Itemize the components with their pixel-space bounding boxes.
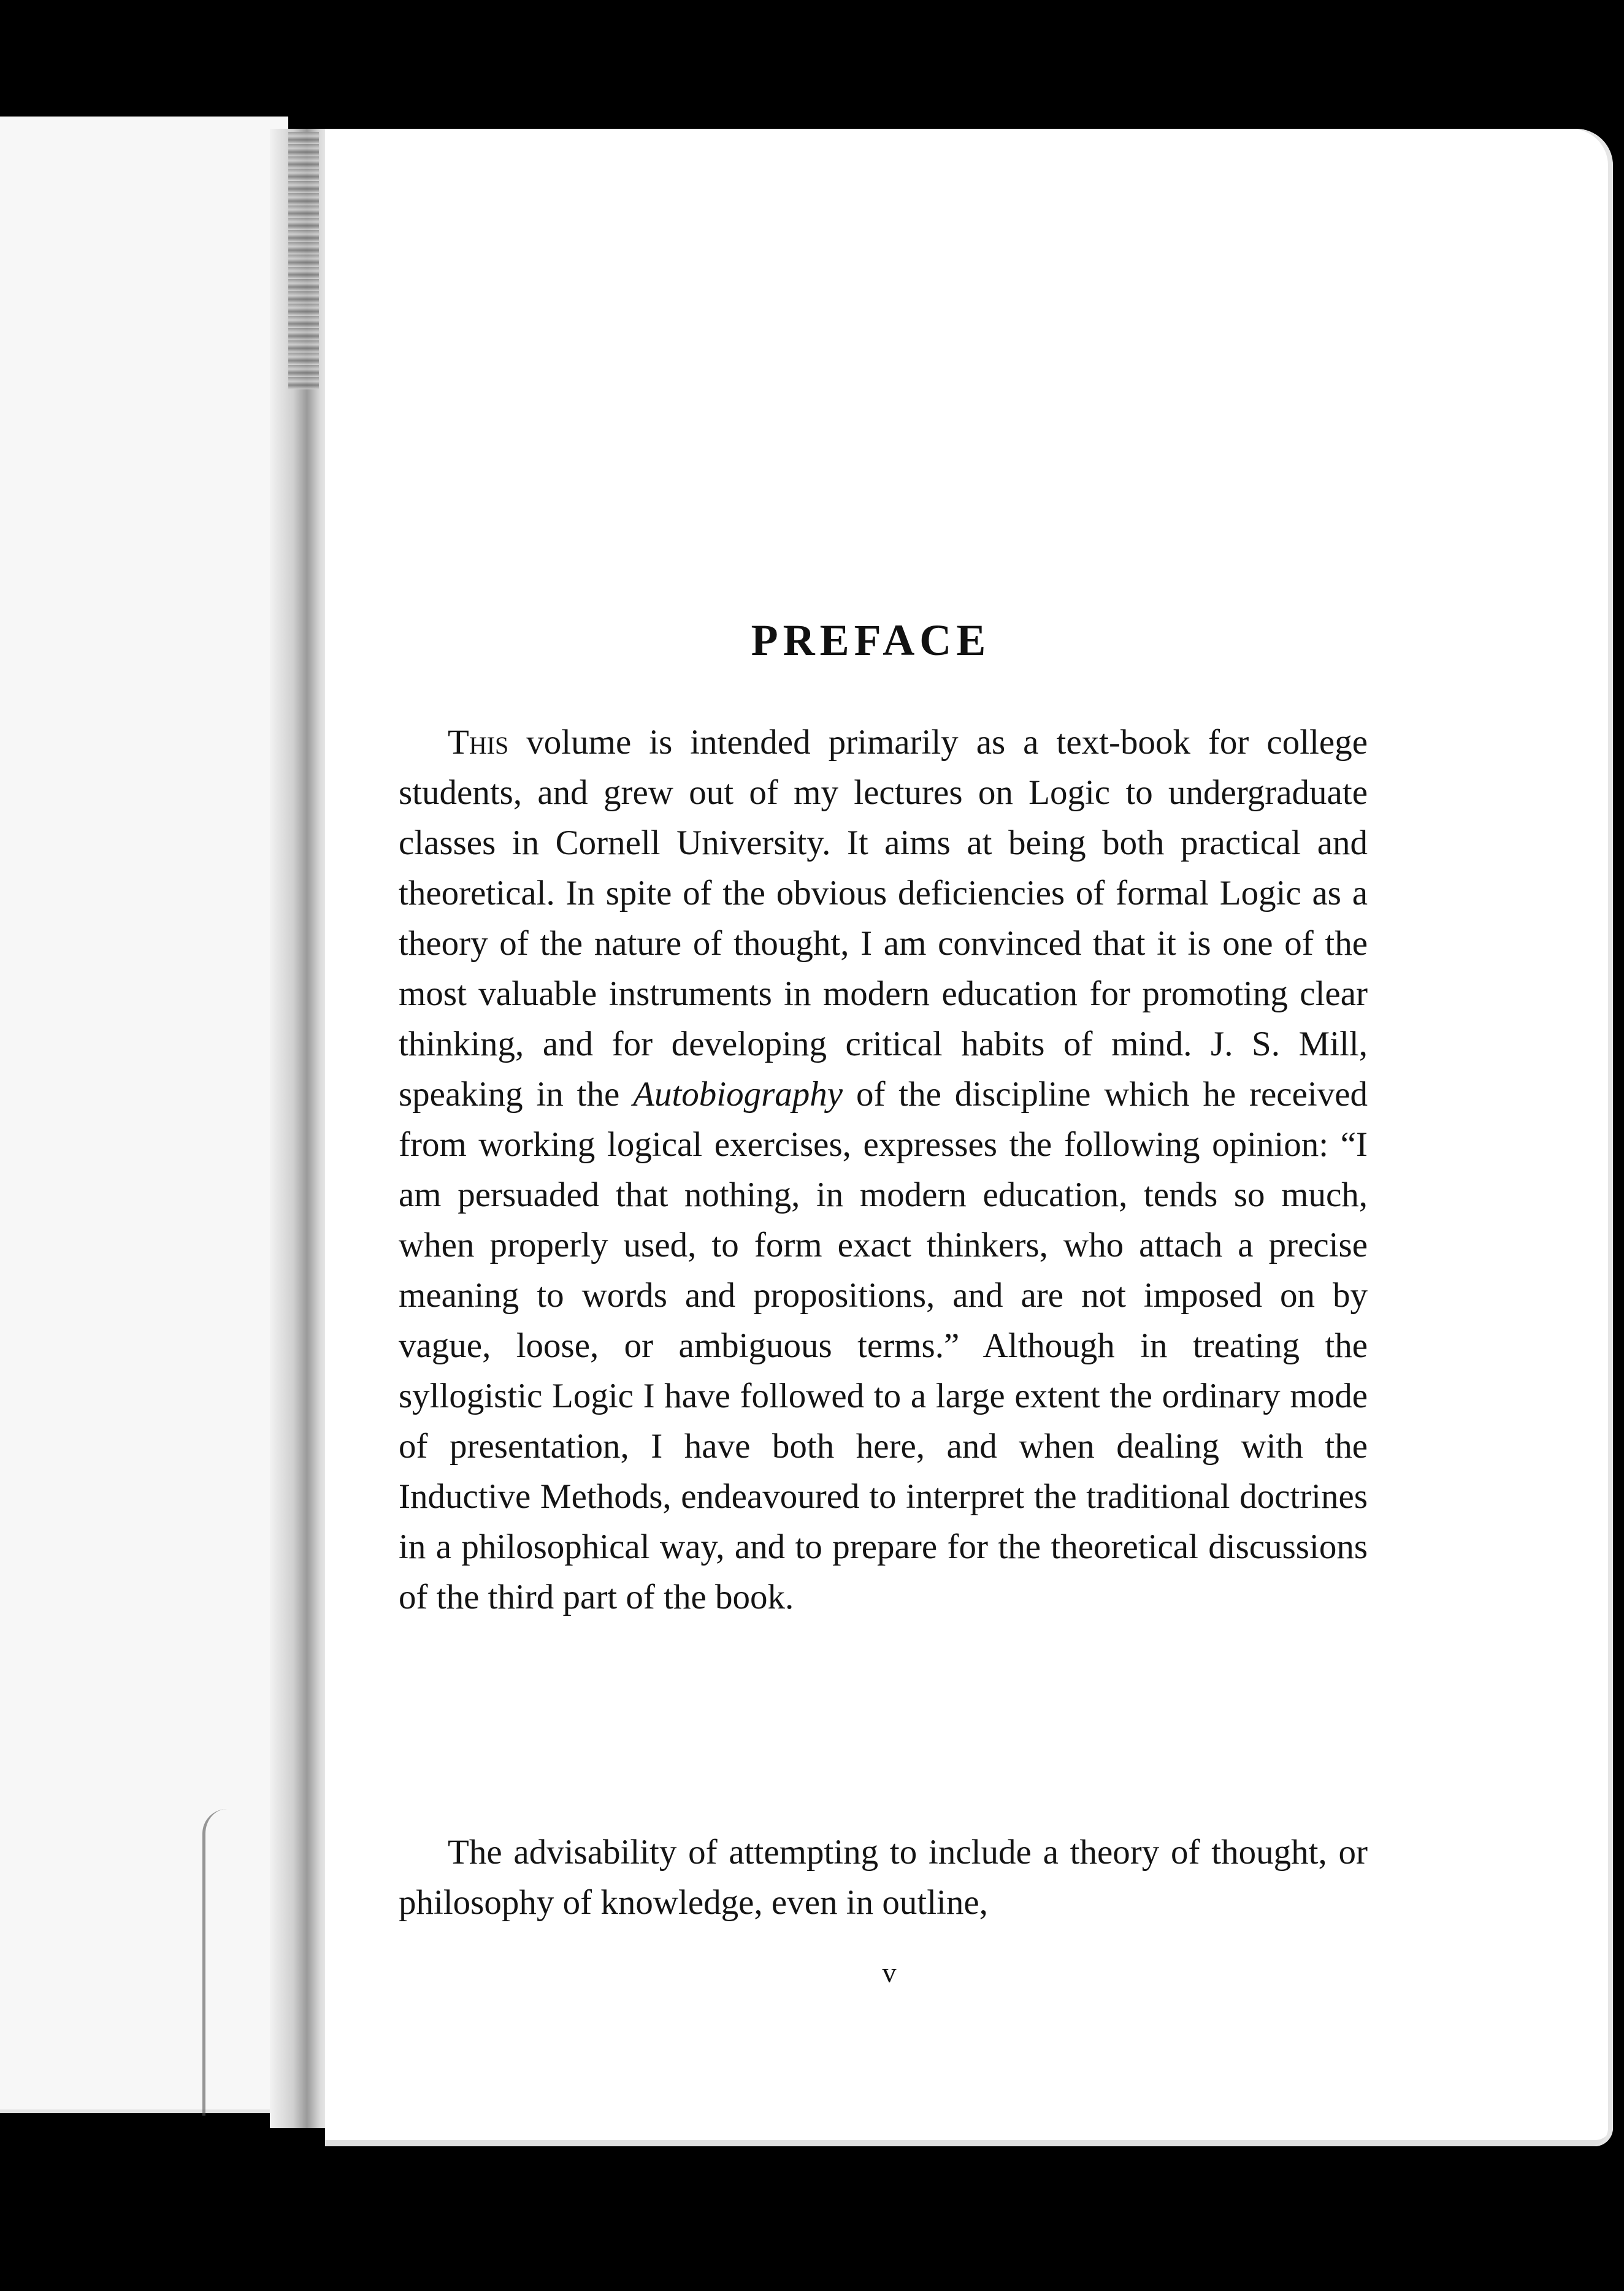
paragraph-2: [399, 1827, 1368, 1928]
paragraph-1-text-b: of the discipline which he received from working logical exercises, expresses the following opinion: “I am persuaded that nothing, in modern education, tends so much, when properly used, to form exact thinkers, who attach a precise meaning to words and propositions, and are not imposed on by vague, loose, or ambiguous terms.” Although in treating the syllogistic Logic I have followed to a large extent the ordinary mode of presentation, I have both here, and when dealing with the Inductive Methods, endeavoured to interpret the traditional doctrines in a philosophical way, and to prepare for the theoretical discussions of the third part of the book.: [399, 1075, 1368, 1616]
page-title: PREFACE: [751, 616, 991, 665]
page-edge-tear: [202, 1809, 261, 2116]
paragraph-1-text-a: volume is intended primarily as a text-book for college students, and grew out of my lectures on Logic to undergraduate classes in Cornell University. It aims at being both practical and theoretical. In spite of the obvious deficiencies of formal Logic as a theory of the nature of thought, I am convinced that it is one of the most valuable instruments in modern education for promoting clear thinking, and for developing critical habits of mind. J. S. Mill, speaking in the: [399, 723, 1368, 1114]
preface-page: [325, 129, 1613, 2146]
lead-word: This: [448, 723, 509, 762]
paragraph-2-text: The advisability of attempting to include a theory of thought, or philosophy of knowledge, even in outline,: [399, 1833, 1368, 1922]
paragraph-1: [399, 717, 1368, 1623]
book-title-italic: Autobiography: [633, 1075, 843, 1114]
binding-texture: [288, 132, 319, 389]
page-number: v: [882, 1957, 897, 1988]
